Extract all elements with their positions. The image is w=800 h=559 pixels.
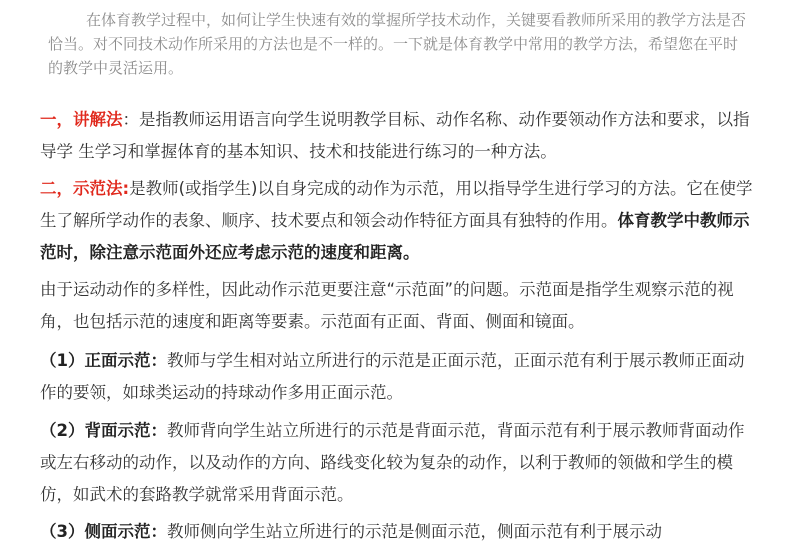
demo-method-heading: 二，示范法:	[40, 179, 130, 198]
demo-method-body: 是教师(或指学生)以自身完成的动作为示范，用以指导学生进行学习的方法。它在使学生了解所学动作的表象、顺序、技术要点和领会动作特征方面具有独特的作用。	[40, 179, 753, 230]
back-demo-body: 教师背向学生站立所进行的示范是背面示范，背面示范有利于展示教师背面动作或左右移动的动作，以及动作的方向、路线变化较为复杂的动作，以利于教师的领做和学生的模仿，如武术的套路教学就常采用背面示范。	[40, 421, 745, 504]
demo-method-paragraph	[40, 173, 760, 269]
side-demo-heading: （3）侧面示范：	[40, 522, 167, 541]
back-demo-paragraph	[40, 415, 760, 511]
back-demo-heading: （2）背面示范：	[40, 421, 167, 440]
front-demo-heading: （1）正面示范：	[40, 351, 167, 370]
front-demo-body: 教师与学生相对站立所进行的示范是正面示范，正面示范有利于展示教师正面动作的要领，如球类运动的持球动作多用正面示范。	[40, 351, 745, 402]
lecture-method-paragraph	[40, 104, 760, 168]
demo-method-emphasis: 体育教学中教师示范时，除注意示范面外还应考虑示范的速度和距离。	[40, 211, 750, 262]
intro-text: 在体育教学过程中，如何让学生快速有效的掌握所学技术动作，关键要看教师所采用的教学方法是否恰当。对不同技术动作所采用的方法也是不一样的。一下就是体育教学中常用的教学方法，希望您在平时的教学中灵活运用。	[48, 11, 747, 77]
intro-paragraph	[48, 8, 748, 80]
side-demo-paragraph	[40, 516, 760, 548]
lecture-method-body: ：是指教师运用语言向学生说明教学目标、动作名称、动作要领动作方法和要求，以指导学 生学习和掌握体育的基本知识、技术和技能进行练习的一种方法。	[40, 110, 750, 161]
side-demo-body: 教师侧向学生站立所进行的示范是侧面示范，侧面示范有利于展示动	[166, 522, 662, 541]
demo-face-body: 由于运动动作的多样性，因此动作示范更要注意“示范面”的问题。示范面是指学生观察示范的视角，也包括示范的速度和距离等要素。示范面有正面、背面、侧面和镜面。	[40, 280, 734, 331]
demo-face-paragraph	[40, 274, 760, 338]
lecture-method-heading: 一，讲解法	[40, 110, 123, 129]
front-demo-paragraph	[40, 345, 760, 409]
